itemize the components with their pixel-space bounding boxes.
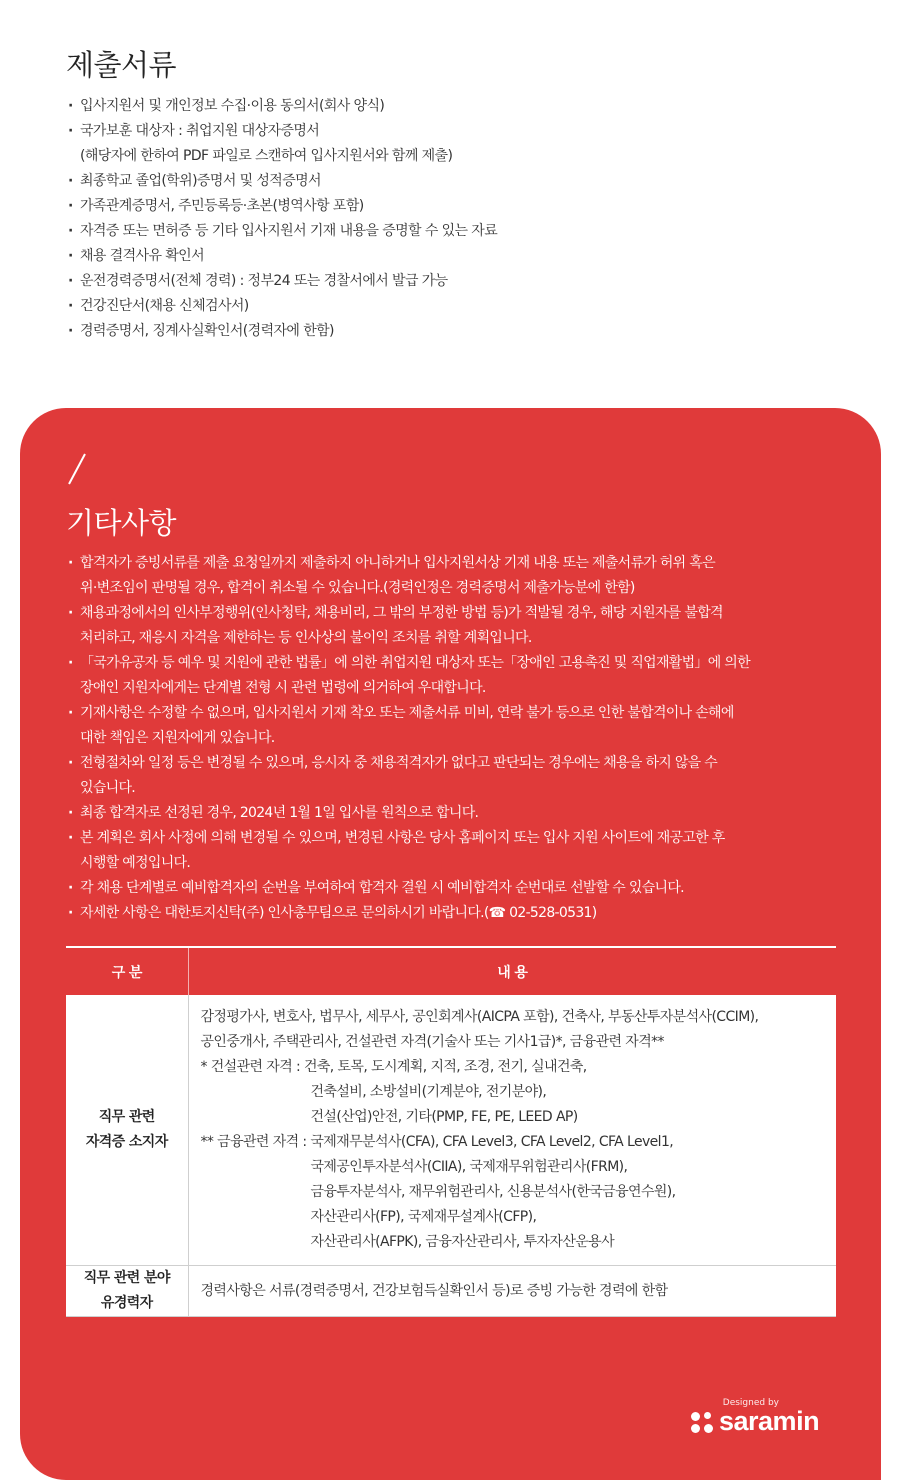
slash-decoration-icon [72,454,82,488]
row-category: 직무 관련 분야 유경력자 [66,1266,188,1317]
list-item: · 운전경력증명서(전체 경력) : 정부24 또는 경찰서에서 발급 가능 [66,269,846,294]
list-item: · 채용과정에서의 인사부정행위(인사청탁, 채용비리, 그 밖의 부정한 방법 등)가 적발될 경우, 해당 지원자를 불합격 처리하고, 재응시 자격을 제한하는 등 인사상의 불이익 조치를 취할 계획입니다. [66,601,826,651]
other-info-panel [20,408,881,1480]
other-info-title: 기타사항 [66,506,177,540]
list-item: · 경력증명서, 징계사실확인서(경력자에 한함) [66,319,846,344]
list-item: · 전형절차와 일정 등은 변경될 수 있으며, 응시자 중 채용적격자가 없다고 판단되는 경우에는 채용을 하지 않을 수 있습니다. [66,751,826,801]
saramin-logo [677,1400,837,1440]
list-item: · 자세한 사항은 대한토지신탁(주) 인사총무팀으로 문의하시기 바랍니다.(☎ 02-528-0531) [66,901,826,926]
documents-list [66,94,846,344]
saramin-wordmark: saramin [719,1406,820,1436]
list-item: · 기재사항은 수정할 수 없으며, 입사지원서 기재 착오 또는 제출서류 미비, 연락 불가 등으로 인한 불합격이나 손해에 대한 책임은 지원자에게 있습니다. [66,701,826,751]
list-item-note: (해당자에 한하여 PDF 파일로 스캔하여 입사지원서와 함께 제출) [80,148,453,164]
list-item: · 최종 합격자로 선정된 경우, 2024년 1월 1일 입사를 원칙으로 합니다. [66,801,826,826]
list-item: · 입사지원서 및 개인정보 수집·이용 동의서(회사 양식) [66,94,846,119]
row-content: 감정평가사, 변호사, 법무사, 세무사, 공인회계사(AICPA 포함), 건축사, 부동산투자분석사(CCIM), 공인중개사, 주택관리사, 건설관련 자격(기술사 또는 기사1급)*, 금융관련 자격** * 건설관련 자격 : 건축, 토목, 도시계획, 지적, 조경, 전기, 실내건축, 건축설비, 소방설비(기계분야, 전기분야), 건설(산업)안전, 기타(PMP, FE, PE, LEED AP) ** 금융관련 자격 : 국제재무분석사(CFA), CFA Level3, CFA Level2, CFA Level1, 국제공인투자분석사(CIIA), 국제재무위험관리사(FRM), 금융투자분석사, 재무위험관리사, 신용분석사(한국금융연수원), 자산관리사(FP), 국제재무설계사(CFP), 자산관리사(AFPK), 금융자산관리사, 투자자산운용사 [188,995,836,1266]
list-item: · 최종학교 졸업(학위)증명서 및 성적증명서 [66,169,846,194]
row-category: 직무 관련 자격증 소지자 [66,995,188,1266]
header-category: 구 분 [66,947,188,995]
list-item: · 본 계획은 회사 사정에 의해 변경될 수 있으며, 변경된 사항은 당사 홈페이지 또는 입사 지원 사이트에 재공고한 후 시행할 예정입니다. [66,826,826,876]
row-content: 경력사항은 서류(경력증명서, 건강보험득실확인서 등)로 증빙 가능한 경력에 한함 [188,1266,836,1317]
qualification-table [66,946,836,1317]
table-row [66,995,836,1266]
documents-title: 제출서류 [66,48,177,82]
list-item: · 건강진단서(채용 신체검사서) [66,294,846,319]
documents-section [66,46,846,344]
designed-by-label: Designed by [722,1398,779,1408]
list-item: · 자격증 또는 면허증 등 기타 입사지원서 기재 내용을 증명할 수 있는 자료 [66,219,846,244]
table-row [66,1266,836,1317]
list-item: · 채용 결격사유 확인서 [66,244,846,269]
list-item: · 「국가유공자 등 예우 및 지원에 관한 법률」에 의한 취업지원 대상자 또는「장애인 고용촉진 및 직업재활법」에 의한 장애인 지원자에게는 단계별 전형 시 관련 법령에 의거하여 우대합니다. [66,651,826,701]
list-item: · 각 채용 단계별로 예비합격자의 순번을 부여하여 합격자 결원 시 예비합격자 순번대로 선발할 수 있습니다. [66,876,826,901]
table-header-row [66,947,836,995]
header-content: 내 용 [188,947,836,995]
list-item: · 합격자가 증빙서류를 제출 요청일까지 제출하지 아니하거나 입사지원서상 기재 내용 또는 제출서류가 허위 혹은 위·변조임이 판명될 경우, 합격이 취소될 수 있습니다.(경력인정은 경력증명서 제출가능분에 한함) [66,551,826,601]
other-info-list [66,551,826,926]
list-item: · 가족관계증명서, 주민등록등·초본(병역사항 포함) [66,194,846,219]
saramin-dots-icon [691,1412,717,1436]
list-item: · 국가보훈 대상자 : 취업지원 대상자증명서 (해당자에 한하여 PDF 파일로 스캔하여 입사지원서와 함께 제출) [66,119,846,169]
